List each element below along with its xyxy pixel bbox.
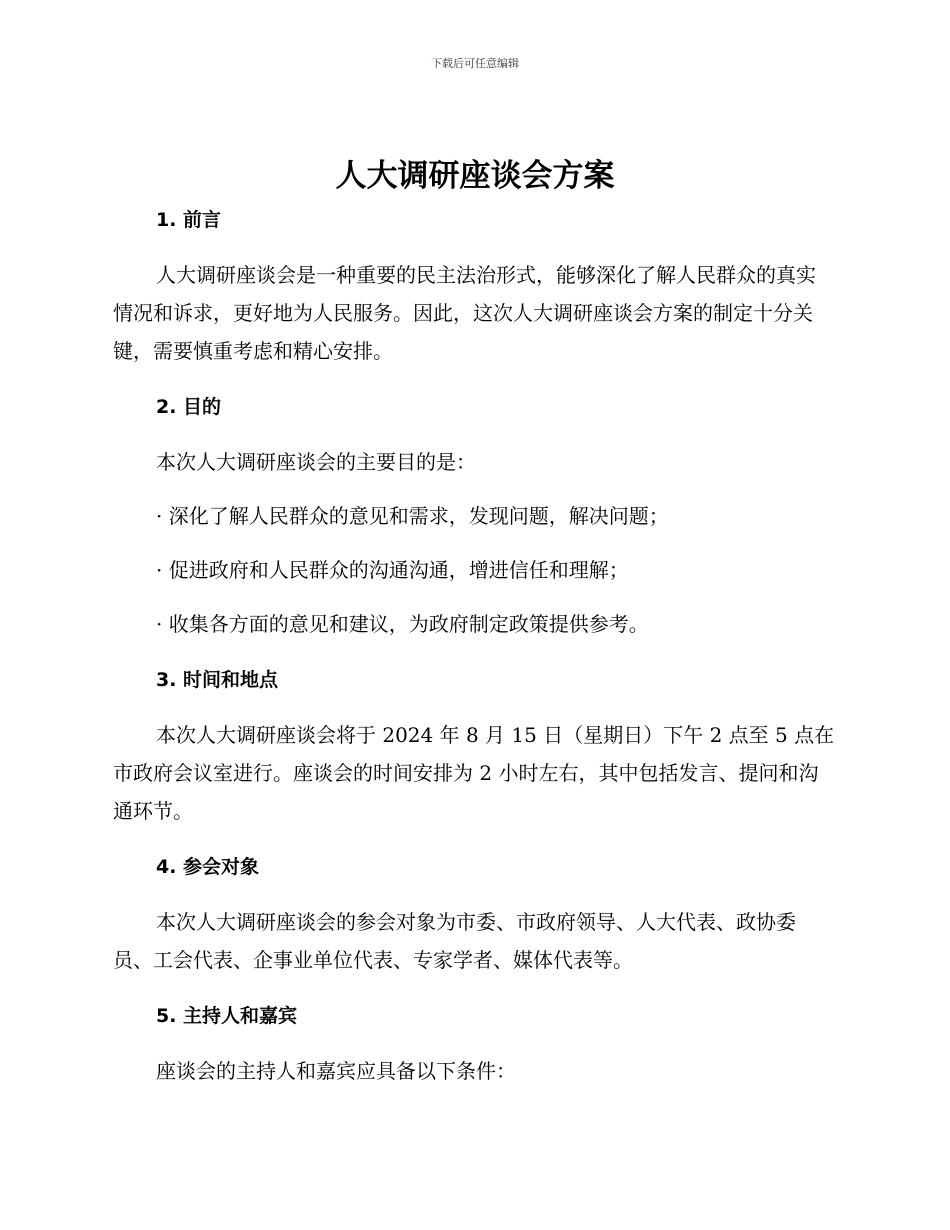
section-heading: 1. 前言 xyxy=(156,209,222,231)
section-heading: 4. 参会对象 xyxy=(156,856,260,878)
section-heading: 3. 时间和地点 xyxy=(156,669,279,691)
paragraph: 本次人大调研座谈会的主要目的是： xyxy=(156,450,476,474)
section-time-location xyxy=(113,660,835,830)
paragraph: 人大调研座谈会是一种重要的民主法治形式，能够深化了解人民群众的真实情况和诉求，更好地为人民服务。因此，这次人大调研座谈会方案的制定十分关键，需要慎重考虑和精心安排。 xyxy=(113,263,816,363)
paragraph: 本次人大调研座谈会的参会对象为市委、市政府领导、人大代表、政协委员、工会代表、企事业单位代表、专家学者、媒体代表等。 xyxy=(113,910,796,972)
section-heading: 2. 目的 xyxy=(156,396,222,418)
section-host-guests xyxy=(113,996,835,1090)
section-attendees xyxy=(113,847,835,979)
document-title: 人大调研座谈会方案 xyxy=(335,158,615,194)
section-heading: 5. 主持人和嘉宾 xyxy=(156,1005,298,1027)
bullet-item: · 促进政府和人民群众的沟通沟通，增进信任和理解； xyxy=(156,558,629,582)
document-body xyxy=(113,200,835,1090)
header-note: 下载后可任意编辑 xyxy=(431,57,519,70)
section-preface xyxy=(113,200,835,370)
bullet-item: · 深化了解人民群众的意见和需求，发现问题，解决问题； xyxy=(156,504,669,528)
paragraph: 本次人大调研座谈会将于 2024 年 8 月 15 日（星期日）下午 2 点至 5 点在市政府会议室进行。座谈会的时间安排为 2 小时左右，其中包括发言、提问和沟通环节。 xyxy=(113,723,835,823)
section-purpose xyxy=(113,387,835,643)
paragraph: 座谈会的主持人和嘉宾应具备以下条件： xyxy=(156,1059,516,1083)
bullet-item: · 收集各方面的意见和建议，为政府制定政策提供参考。 xyxy=(156,612,649,636)
